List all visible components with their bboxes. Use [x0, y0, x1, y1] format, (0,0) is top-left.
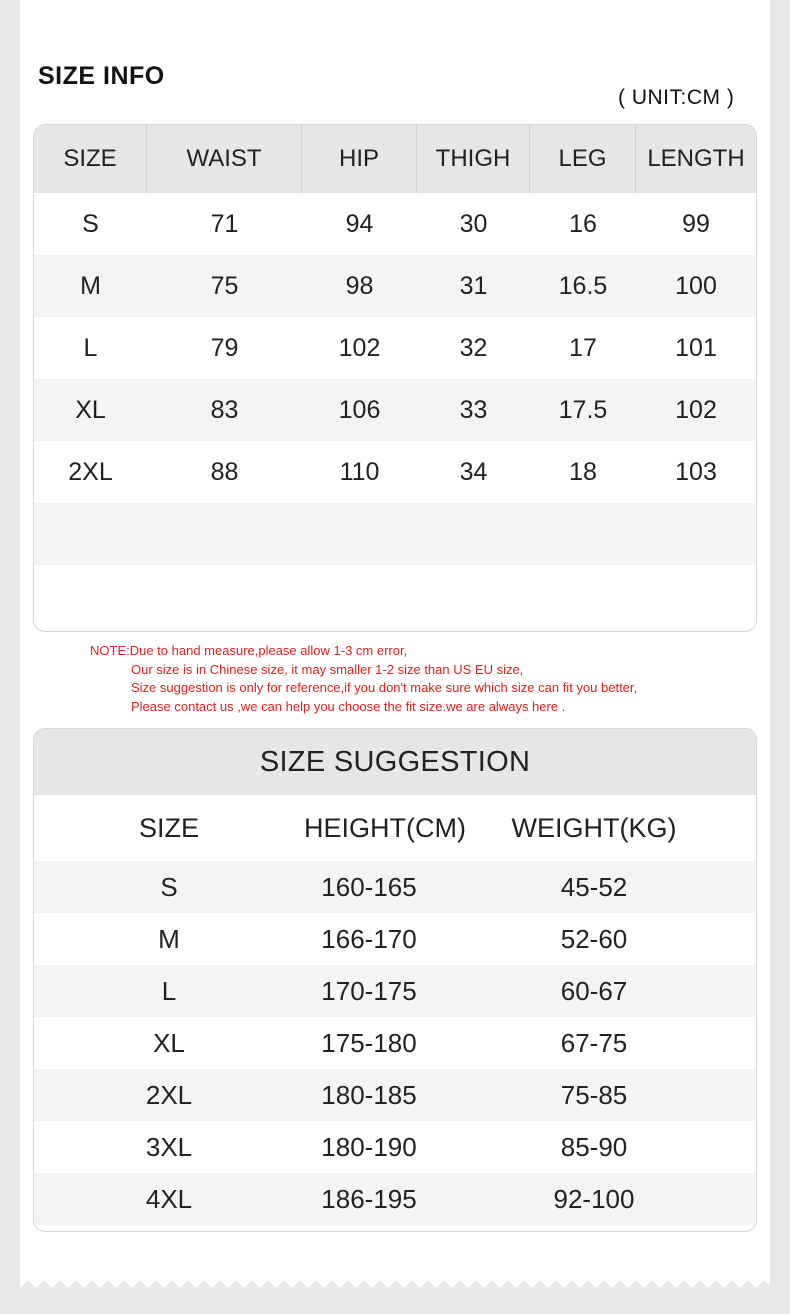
table-cell: 75-85	[560, 1079, 628, 1110]
table-row	[34, 1017, 756, 1069]
table-row	[34, 861, 756, 913]
table-row	[34, 965, 756, 1017]
size-info-table	[33, 124, 757, 632]
table-cell: 88	[210, 457, 239, 486]
table-cell: 166-170	[321, 923, 417, 954]
table-cell: 98	[345, 271, 374, 300]
header-thigh: THIGH	[417, 125, 530, 193]
table-cell: 186-195	[321, 1183, 417, 1214]
size-suggestion-title: SIZE SUGGESTION	[34, 729, 756, 795]
table-row	[34, 1173, 756, 1225]
table-cell: 160-165	[321, 871, 417, 902]
table-cell: 17	[569, 333, 597, 362]
table-cell: 180-190	[321, 1131, 417, 1162]
table-cell: S	[82, 209, 99, 238]
table-cell: 106	[338, 395, 381, 424]
table-cell: 34	[459, 457, 488, 486]
note-line: Our size is in Chinese size, it may smaller 1-2 size than US EU size,	[131, 661, 524, 677]
table-header-row	[34, 795, 756, 861]
header-waist: WAIST	[147, 125, 302, 193]
header-size: SIZE	[34, 125, 147, 193]
table-cell: 16.5	[558, 271, 608, 300]
table-cell: 75	[210, 271, 239, 300]
table-cell: 60-67	[560, 975, 628, 1006]
empty-row	[34, 503, 756, 565]
table-cell: 31	[459, 271, 488, 300]
table-row	[34, 193, 756, 255]
header-hip: HIP	[302, 125, 417, 193]
table-row	[34, 441, 756, 503]
table-header-row	[34, 125, 756, 193]
table-cell: 16	[569, 209, 597, 238]
table-cell: 18	[569, 457, 597, 486]
table-cell: 3XL	[145, 1131, 193, 1162]
table-cell: S	[160, 871, 178, 902]
table-cell: 99	[682, 209, 710, 238]
table-cell: 2XL	[145, 1079, 193, 1110]
header-size: SIZE	[138, 812, 199, 843]
table-row	[34, 913, 756, 965]
table-cell: 52-60	[560, 923, 628, 954]
table-cell: 175-180	[321, 1027, 417, 1058]
header-height: HEIGHT(CM)	[304, 812, 466, 843]
table-cell: 110	[339, 457, 380, 486]
header-leg: LEG	[530, 125, 636, 193]
size-info-title: SIZE INFO	[38, 62, 165, 90]
table-cell: 71	[210, 209, 239, 238]
unit-label: ( UNIT:CM )	[618, 86, 735, 109]
table-cell: 79	[210, 333, 239, 362]
table-cell: 85-90	[560, 1131, 628, 1162]
empty-row	[34, 565, 756, 627]
table-row	[34, 1121, 756, 1173]
table-cell: 102	[338, 333, 381, 362]
table-cell: M	[158, 923, 180, 954]
table-cell: 2XL	[68, 457, 113, 486]
note-line: NOTE:Due to hand measure,please allow 1-3 cm error,	[90, 643, 408, 658]
table-row	[34, 1069, 756, 1121]
table-row	[34, 255, 756, 317]
table-cell: 32	[459, 333, 488, 362]
size-suggestion-table	[33, 728, 757, 1232]
table-cell: M	[80, 271, 101, 300]
table-cell: 100	[675, 271, 717, 300]
table-cell: L	[161, 975, 177, 1006]
table-cell: 45-52	[560, 871, 628, 902]
table-cell: XL	[153, 1027, 185, 1058]
table-cell: 101	[675, 333, 717, 362]
note-text	[90, 642, 637, 716]
table-cell: 33	[459, 395, 488, 424]
table-cell: XL	[75, 395, 106, 424]
table-cell: 4XL	[145, 1183, 193, 1214]
note-line: Please contact us ,we can help you choose the fit size.we are always here .	[131, 698, 566, 714]
table-cell: 102	[675, 395, 717, 424]
table-row	[34, 317, 756, 379]
table-cell: 94	[345, 209, 374, 238]
zigzag-edge	[20, 1272, 770, 1288]
table-cell: 170-175	[321, 975, 417, 1006]
table-cell: 67-75	[560, 1027, 628, 1058]
table-cell: 103	[675, 457, 717, 486]
table-cell: 83	[210, 395, 239, 424]
header-weight: WEIGHT(KG)	[511, 812, 677, 843]
table-cell: 180-185	[321, 1079, 417, 1110]
header-length: LENGTH	[647, 145, 745, 172]
table-cell: 30	[459, 209, 488, 238]
table-cell: 92-100	[553, 1183, 635, 1214]
table-cell: L	[83, 333, 98, 362]
note-line: Size suggestion is only for reference,if you don't make sure which size can fit you better,	[131, 680, 638, 695]
table-cell: 17.5	[558, 395, 608, 424]
table-row	[34, 379, 756, 441]
